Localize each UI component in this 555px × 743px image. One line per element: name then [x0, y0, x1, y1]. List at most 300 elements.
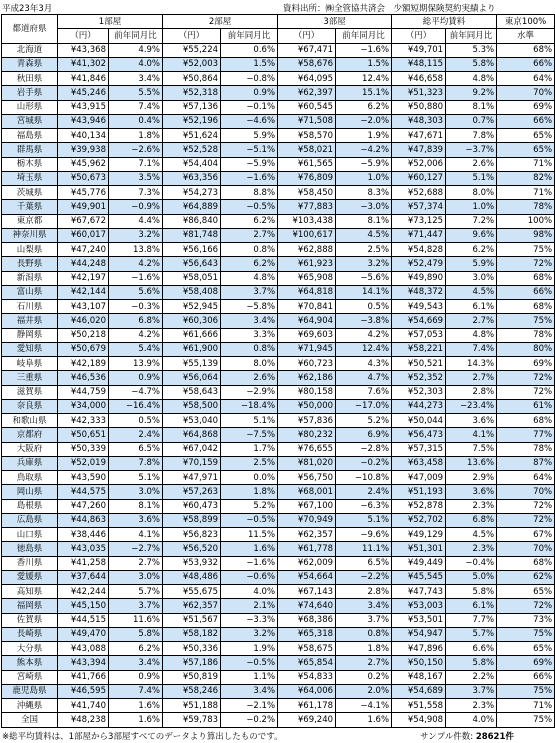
table-row [2, 642, 555, 656]
table-row [2, 613, 555, 627]
value-cell: ¥62,186 [278, 371, 336, 385]
value-cell: 0.8% [221, 342, 278, 356]
value-cell: 7.7% [446, 613, 497, 627]
value-cell: ¥43,915 [58, 100, 109, 114]
value-cell: ¥40,134 [58, 129, 109, 143]
value-cell: ¥52,352 [392, 371, 446, 385]
table-row [2, 414, 555, 428]
value-cell: ¥41,766 [58, 670, 109, 684]
value-cell: 2.9% [446, 471, 497, 485]
value-cell: 5.8% [446, 585, 497, 599]
value-cell: 7.8% [446, 129, 497, 143]
sample-count: 28621件 [475, 731, 514, 742]
value-cell: 3.4% [221, 314, 278, 328]
value-cell: ¥42,197 [58, 271, 109, 285]
table-row [2, 428, 555, 442]
value-cell: ¥47,240 [58, 243, 109, 257]
value-cell: −0.2% [221, 713, 278, 727]
value-cell: 5.1% [336, 513, 392, 527]
prefecture-cell: 石川県 [2, 300, 58, 314]
value-cell: ¥57,053 [392, 328, 446, 342]
prefecture-cell: 兵庫県 [2, 456, 58, 470]
table-row [2, 114, 555, 128]
prefecture-cell: 千葉県 [2, 200, 58, 214]
prefecture-cell: 宮城県 [2, 114, 58, 128]
value-cell: ¥57,374 [392, 200, 446, 214]
value-cell: 65% [497, 585, 555, 599]
value-cell: ¥52,303 [392, 385, 446, 399]
value-cell: 4.5% [336, 228, 392, 242]
value-cell: ¥61,565 [278, 157, 336, 171]
value-cell: 8.0% [446, 186, 497, 200]
value-cell: ¥45,246 [58, 86, 109, 100]
value-cell: 5.5% [109, 86, 163, 100]
value-cell: ¥37,644 [58, 570, 109, 584]
value-cell: ¥46,595 [58, 684, 109, 698]
table-row [2, 670, 555, 684]
value-cell: ¥52,003 [163, 57, 221, 71]
value-cell: ¥56,520 [163, 542, 221, 556]
value-cell: 70% [497, 86, 555, 100]
value-cell: ¥52,019 [58, 456, 109, 470]
value-cell: ¥60,473 [163, 499, 221, 513]
value-cell: −2.1% [221, 699, 278, 713]
value-cell: ¥64,904 [278, 314, 336, 328]
prefecture-cell: 山形県 [2, 100, 58, 114]
value-cell: 4.0% [221, 585, 278, 599]
prefecture-cell: 福岡県 [2, 599, 58, 613]
value-cell: 5.2% [221, 499, 278, 513]
value-cell: −0.9% [109, 200, 163, 214]
value-cell: 1.0% [336, 171, 392, 185]
value-cell: 13.9% [109, 357, 163, 371]
value-cell: ¥51,301 [392, 542, 446, 556]
value-cell: ¥48,115 [392, 57, 446, 71]
value-cell: 87% [497, 456, 555, 470]
value-cell: 5.9% [221, 129, 278, 143]
value-cell: ¥48,238 [58, 713, 109, 727]
value-cell: 2.7% [336, 656, 392, 670]
value-cell: 7.4% [446, 342, 497, 356]
value-cell: 1.6% [221, 542, 278, 556]
value-cell: ¥49,901 [58, 200, 109, 214]
value-cell: 3.4% [109, 72, 163, 86]
value-cell: 4.2% [109, 257, 163, 271]
prefecture-cell: 岡山県 [2, 485, 58, 499]
prefecture-cell: 愛媛県 [2, 570, 58, 584]
value-cell: 6.5% [336, 556, 392, 570]
value-cell: ¥67,471 [278, 43, 336, 57]
value-cell: 0.4% [109, 114, 163, 128]
value-cell: ¥41,846 [58, 72, 109, 86]
value-cell: 6.2% [109, 642, 163, 656]
value-cell: ¥58,899 [163, 513, 221, 527]
value-cell: −5.9% [336, 157, 392, 171]
sub-header-row [2, 29, 555, 43]
value-cell: 4.2% [336, 328, 392, 342]
prefecture-cell: 長野県 [2, 257, 58, 271]
value-cell: ¥70,949 [278, 513, 336, 527]
value-cell: ¥63,458 [392, 456, 446, 470]
total-row [2, 713, 555, 727]
table-row [2, 200, 555, 214]
value-cell: 3.0% [109, 485, 163, 499]
value-cell: 12.4% [336, 342, 392, 356]
value-cell: 11.5% [221, 528, 278, 542]
value-cell: ¥69,240 [278, 713, 336, 727]
value-cell: ¥45,545 [392, 570, 446, 584]
value-cell: 8.8% [221, 186, 278, 200]
value-cell: ¥47,260 [58, 499, 109, 513]
table-row [2, 300, 555, 314]
value-cell: ¥64,006 [278, 684, 336, 698]
value-cell: 3.6% [109, 513, 163, 527]
sub-header-yen: （円） [163, 29, 221, 43]
value-cell: 6.2% [336, 100, 392, 114]
value-cell: ¥65,908 [278, 271, 336, 285]
value-cell: 68% [497, 43, 555, 57]
value-cell: 5.7% [109, 585, 163, 599]
value-cell: ¥54,908 [392, 713, 446, 727]
value-cell: ¥54,664 [278, 570, 336, 584]
table-row [2, 684, 555, 698]
prefecture-cell: 広島県 [2, 513, 58, 527]
value-cell: ¥67,042 [163, 442, 221, 456]
table-row [2, 585, 555, 599]
value-cell: ¥60,306 [163, 314, 221, 328]
value-cell: ¥80,158 [278, 385, 336, 399]
value-cell: 2.5% [336, 243, 392, 257]
value-cell: −0.6% [221, 570, 278, 584]
value-cell: −2.2% [336, 570, 392, 584]
value-cell: ¥58,450 [278, 186, 336, 200]
value-cell: 6.2% [446, 243, 497, 257]
value-cell: ¥50,521 [392, 357, 446, 371]
table-row [2, 499, 555, 513]
value-cell: ¥52,702 [392, 513, 446, 527]
value-cell: 1.8% [221, 485, 278, 499]
value-cell: 3.7% [109, 599, 163, 613]
value-cell: ¥57,263 [163, 485, 221, 499]
value-cell: 5.1% [109, 471, 163, 485]
value-cell: ¥47,743 [392, 585, 446, 599]
value-cell: ¥55,139 [163, 357, 221, 371]
prefecture-cell: 東京都 [2, 214, 58, 228]
value-cell: −5.8% [221, 300, 278, 314]
value-cell: 14.1% [336, 285, 392, 299]
value-cell: −4.6% [221, 114, 278, 128]
value-cell: ¥58,408 [163, 285, 221, 299]
value-cell: ¥58,570 [278, 129, 336, 143]
value-cell: −0.4% [446, 556, 497, 570]
group-header-row [2, 15, 555, 29]
value-cell: 65% [497, 129, 555, 143]
value-cell: 70% [497, 542, 555, 556]
value-cell: 66% [497, 285, 555, 299]
value-cell: ¥55,224 [163, 43, 221, 57]
value-cell: 6.8% [446, 513, 497, 527]
value-cell: ¥46,536 [58, 371, 109, 385]
sub-header-yen: （円） [58, 29, 109, 43]
value-cell: ¥68,386 [278, 613, 336, 627]
value-cell: ¥49,543 [392, 300, 446, 314]
value-cell: ¥41,302 [58, 57, 109, 71]
table-row [2, 328, 555, 342]
value-cell: 65% [497, 143, 555, 157]
value-cell: ¥43,394 [58, 656, 109, 670]
value-cell: 2.6% [221, 371, 278, 385]
value-cell: 0.2% [336, 670, 392, 684]
prefecture-cell: 沖縄県 [2, 699, 58, 713]
value-cell: −4.2% [336, 143, 392, 157]
value-cell: ¥50,673 [58, 171, 109, 185]
value-cell: 2.7% [221, 228, 278, 242]
value-cell: 2.5% [221, 456, 278, 470]
value-cell: ¥58,182 [163, 627, 221, 641]
table-row [2, 485, 555, 499]
value-cell: ¥81,020 [278, 456, 336, 470]
value-cell: −17.0% [336, 399, 392, 413]
value-cell: ¥61,178 [278, 699, 336, 713]
footer [0, 729, 555, 743]
value-cell: −5.9% [221, 157, 278, 171]
value-cell: ¥50,679 [58, 342, 109, 356]
header-1room: 1部屋 [58, 15, 163, 29]
value-cell: 66% [497, 670, 555, 684]
header-2room: 2部屋 [163, 15, 278, 29]
value-cell: 3.4% [221, 684, 278, 698]
value-cell: 5.4% [109, 342, 163, 356]
table-row [2, 271, 555, 285]
value-cell: −3.8% [336, 314, 392, 328]
value-cell: 66% [497, 114, 555, 128]
value-cell: 8.1% [336, 214, 392, 228]
value-cell: 1.6% [109, 699, 163, 713]
value-cell: ¥86,840 [163, 214, 221, 228]
value-cell: −0.5% [221, 200, 278, 214]
value-cell: 4.8% [446, 328, 497, 342]
value-cell: ¥50,339 [58, 442, 109, 456]
value-cell: −18.4% [221, 399, 278, 413]
value-cell: ¥51,193 [392, 485, 446, 499]
value-cell: 1.9% [221, 642, 278, 656]
value-cell: ¥51,558 [392, 699, 446, 713]
value-cell: 5.6% [109, 285, 163, 299]
value-cell: ¥62,009 [278, 556, 336, 570]
prefecture-cell: 福島県 [2, 129, 58, 143]
value-cell: 7.4% [109, 684, 163, 698]
prefecture-cell: 新潟県 [2, 271, 58, 285]
prefecture-cell: 富山県 [2, 285, 58, 299]
prefecture-cell: 宮崎県 [2, 670, 58, 684]
prefecture-cell: 高知県 [2, 585, 58, 599]
value-cell: −0.8% [221, 72, 278, 86]
value-cell: 7.4% [109, 100, 163, 114]
table-row [2, 699, 555, 713]
value-cell: 75% [497, 627, 555, 641]
value-cell: 11.6% [109, 613, 163, 627]
value-cell: 7.5% [446, 442, 497, 456]
sub-header-yoy: 前年同月比 [109, 29, 163, 43]
table-row [2, 456, 555, 470]
value-cell: ¥50,044 [392, 414, 446, 428]
value-cell: ¥52,878 [392, 499, 446, 513]
value-cell: 3.7% [446, 684, 497, 698]
value-cell: 72% [497, 599, 555, 613]
prefecture-cell: 栃木県 [2, 157, 58, 171]
prefecture-cell: 青森県 [2, 57, 58, 71]
value-cell: ¥71,508 [278, 114, 336, 128]
value-cell: ¥48,303 [392, 114, 446, 128]
value-cell: 5.9% [446, 257, 497, 271]
value-cell: 15.1% [336, 86, 392, 100]
value-cell: ¥51,567 [163, 613, 221, 627]
value-cell: 1.5% [336, 57, 392, 71]
value-cell: ¥57,836 [278, 414, 336, 428]
value-cell: 4.1% [446, 428, 497, 442]
value-cell: 4.8% [221, 271, 278, 285]
value-cell: 0.6% [221, 43, 278, 57]
value-cell: 69% [497, 100, 555, 114]
value-cell: 71% [497, 157, 555, 171]
value-cell: ¥44,575 [58, 485, 109, 499]
value-cell: −0.2% [336, 456, 392, 470]
value-cell: ¥58,051 [163, 271, 221, 285]
value-cell: ¥42,244 [58, 585, 109, 599]
value-cell: 68% [497, 556, 555, 570]
sample-info [420, 730, 514, 742]
value-cell: ¥44,248 [58, 257, 109, 271]
sub-header-level: 水準 [497, 29, 555, 43]
value-cell: 8.3% [336, 186, 392, 200]
prefecture-cell: 熊本県 [2, 656, 58, 670]
value-cell: 100% [497, 214, 555, 228]
value-cell: 78% [497, 442, 555, 456]
table-row [2, 542, 555, 556]
value-cell: 1.0% [446, 200, 497, 214]
value-cell: 6.2% [221, 257, 278, 271]
value-cell: ¥64,889 [163, 200, 221, 214]
value-cell: 64% [497, 72, 555, 86]
value-cell: ¥49,129 [392, 528, 446, 542]
value-cell: −2.6% [109, 143, 163, 157]
value-cell: −0.5% [221, 656, 278, 670]
value-cell: ¥50,000 [278, 399, 336, 413]
value-cell: ¥47,839 [392, 143, 446, 157]
table-row [2, 599, 555, 613]
value-cell: −2.7% [109, 542, 163, 556]
prefecture-cell: 秋田県 [2, 72, 58, 86]
value-cell: 0.5% [109, 414, 163, 428]
value-cell: 3.7% [336, 613, 392, 627]
table-row [2, 513, 555, 527]
value-cell: 66% [497, 57, 555, 71]
value-cell: ¥51,188 [163, 699, 221, 713]
value-cell: 5.8% [446, 57, 497, 71]
value-cell: 7.6% [336, 385, 392, 399]
value-cell: ¥69,603 [278, 328, 336, 342]
value-cell: ¥57,136 [163, 100, 221, 114]
table-row [2, 72, 555, 86]
value-cell: ¥60,723 [278, 357, 336, 371]
value-cell: ¥49,470 [58, 627, 109, 641]
value-cell: 67% [497, 528, 555, 542]
prefecture-cell: 滋賀県 [2, 385, 58, 399]
value-cell: ¥56,064 [163, 371, 221, 385]
value-cell: ¥56,166 [163, 243, 221, 257]
value-cell: −0.5% [221, 513, 278, 527]
value-cell: ¥62,357 [278, 528, 336, 542]
value-cell: ¥43,590 [58, 471, 109, 485]
value-cell: ¥43,946 [58, 114, 109, 128]
value-cell: 75% [497, 684, 555, 698]
value-cell: 5.8% [109, 627, 163, 641]
prefecture-cell: 山梨県 [2, 243, 58, 257]
value-cell: ¥53,040 [163, 414, 221, 428]
table-row [2, 186, 555, 200]
value-cell: ¥60,017 [58, 228, 109, 242]
value-cell: ¥60,545 [278, 100, 336, 114]
value-cell: 1.6% [336, 713, 392, 727]
value-cell: ¥47,009 [392, 471, 446, 485]
table-row [2, 214, 555, 228]
value-cell: 68% [497, 414, 555, 428]
sample-label: サンプル件数: [420, 731, 474, 742]
value-cell: ¥53,932 [163, 556, 221, 570]
value-cell: ¥68,001 [278, 485, 336, 499]
table-row [2, 471, 555, 485]
value-cell: ¥41,258 [58, 556, 109, 570]
value-cell: 1.8% [336, 642, 392, 656]
table-row [2, 570, 555, 584]
value-cell: 8.0% [221, 357, 278, 371]
value-cell: ¥50,150 [392, 656, 446, 670]
value-cell: ¥50,864 [163, 72, 221, 86]
prefecture-cell: 大分県 [2, 642, 58, 656]
value-cell: 3.2% [221, 627, 278, 641]
value-cell: 9.2% [446, 86, 497, 100]
prefecture-cell: 山口県 [2, 528, 58, 542]
header-3room: 3部屋 [278, 15, 392, 29]
value-cell: 75% [497, 713, 555, 727]
prefecture-cell: 神奈川県 [2, 228, 58, 242]
value-cell: 61% [497, 399, 555, 413]
prefecture-cell: 群馬県 [2, 143, 58, 157]
value-cell: 2.8% [446, 385, 497, 399]
value-cell: 3.2% [109, 228, 163, 242]
value-cell: ¥52,528 [163, 143, 221, 157]
value-cell: ¥61,923 [278, 257, 336, 271]
prefecture-cell: 島根県 [2, 499, 58, 513]
value-cell: 3.0% [109, 570, 163, 584]
value-cell: 75% [497, 243, 555, 257]
value-cell: ¥45,150 [58, 599, 109, 613]
value-cell: 4.1% [109, 528, 163, 542]
value-cell: 5.1% [446, 171, 497, 185]
value-cell: 4.3% [336, 357, 392, 371]
source-label: 資料出所：㈱全管協共済会 少額短期保険契約実績より [283, 4, 496, 14]
value-cell: ¥53,501 [392, 613, 446, 627]
value-cell: 7.1% [109, 157, 163, 171]
date-label: 平成23年3月 [2, 4, 53, 14]
value-cell: 2.2% [446, 670, 497, 684]
table-body [2, 43, 555, 727]
value-cell: ¥70,841 [278, 300, 336, 314]
value-cell: 4.2% [109, 328, 163, 342]
value-cell: −0.1% [221, 100, 278, 114]
table-row [2, 143, 555, 157]
value-cell: ¥58,676 [278, 57, 336, 71]
